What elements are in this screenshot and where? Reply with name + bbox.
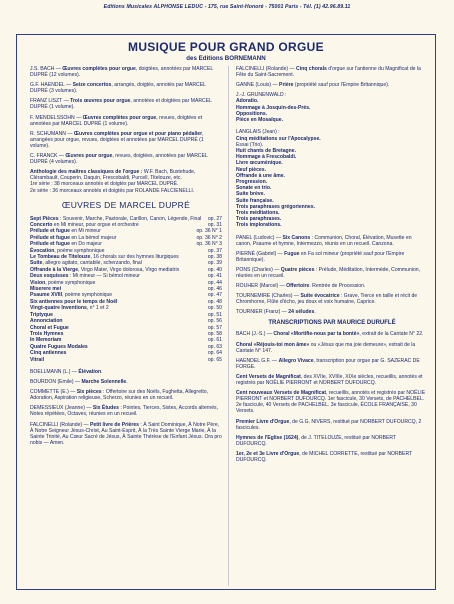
work-description: . (126, 379, 128, 386)
dupre-work-title: Vitrail (30, 356, 45, 363)
dupre-work-title: Miserere mei (30, 286, 62, 293)
catalog-entry: BOELLMANN (L.) — Élévation. (30, 368, 103, 375)
catalog-entry: FALCINELLI (Rolande) — Petit livre de Prières : À Saint Dominique, À Notre Père, À Notre Seigneur Jésus-Christ, Au Saint-Esprit, À la Très Sainte Vierge Marie, À la Sainte Trinité, Au Cœur Sacré de Jésus, À Sainte Thérèse de l'Enfant Jésus. Ora pro nobis — Amen. (30, 421, 222, 446)
dupre-work-title: Triptyque (30, 311, 53, 318)
catalog-entry: HAENDEL G.F. — Allegro Vivace, transcription pour orgue par G. SAZERAC DE FORGE. (236, 357, 420, 370)
dupre-opus: op. 36 N° 2 (196, 234, 222, 241)
left-bottom-entries (30, 369, 222, 446)
work-title: 24 séludes (288, 309, 315, 316)
composer-name: J.S. BACH (30, 66, 55, 72)
work-description: : Pointes, Tierces, Sixtes, Accords alternés, Notes répétées, Octaves, réunies en un recueil. (30, 405, 218, 418)
dupre-work-desc: : Mi mineur — Si bémol mineur (68, 273, 140, 280)
work-title: Élévation (78, 368, 102, 375)
catalog-entry: ROUHER (Marcel) — Offertoire. Rentrée de Procession. (236, 283, 366, 290)
composer-name: G.F. HAENDEL (30, 82, 65, 89)
work-description: : Grave, Tierce en taille et récit de Chromhorne, Flûte d'écho, jeu doux et voix humaine, Caprice. (236, 293, 418, 306)
dupre-work-desc: , 16 chorals sur des hymnes liturgiques (90, 254, 179, 261)
anthology-desc: W.F. Bach, Buxtehude, Clérambault, Couperin, Daquin, Frescobaldi, Purcell, Titelouze, etc. (30, 169, 196, 182)
catalog-entry: COMMETTE (E.) — Six pièces : Offertoire sur des Noëls, Fughetta, Allegretto, Adoration, Aspiration religieuse, Scherzo, réunies en un recueil. (30, 389, 208, 402)
langlais-works (236, 136, 428, 229)
work-description: , extrait de la Cantate N° 22. (359, 331, 424, 338)
composer-name: BACH (J.-S.) (236, 331, 266, 338)
catalog-entry (236, 419, 428, 431)
langlais-work: Hommage à Frescobaldi. (236, 154, 297, 161)
work-description: : Prélude, Méditation, Intermède, Communion, réunies en un recueil. (236, 266, 421, 280)
dupre-work-title: Prélude et fugue (30, 234, 70, 241)
work-title: Choral «Réjouis-toi mon âme» (236, 341, 310, 348)
work-title: Premier Livre d'Orgue (236, 418, 290, 425)
catalog-entry (236, 390, 428, 414)
dupre-work-title: Suite (30, 260, 43, 267)
work-title: Hymnes de l'Eglise (1624) (236, 434, 299, 441)
work-description: , arrangées pour orgue, revues, doigtées et annotées par MARCEL DUPRÉ (1 volume). (30, 130, 204, 149)
dupre-work-title: Prélude et fugue (30, 228, 70, 235)
dupre-heading: ŒUVRES DE MARCEL DUPRÉ (61, 199, 191, 210)
dupre-opus: op. 63 (207, 343, 222, 350)
dupre-opus: op. 50 (207, 305, 222, 312)
dupre-works-list (30, 216, 222, 363)
dupre-work-desc: , Virgo Mater, Virgo dolorosa, Virgo mediatrix (78, 266, 180, 273)
dupre-opus: op. 36 N° 3 (196, 241, 222, 248)
dupre-opus: op. 27 (207, 215, 222, 222)
composer-name: FALCINELLI (Rolande) (30, 421, 83, 428)
gruenwald-work: Hommage à Josquin-des-Prés. (236, 104, 311, 111)
dupre-opus: op. 37 (207, 247, 222, 254)
work-description: (propriété sauf pour l'Empire Britannique). (293, 82, 390, 89)
work-description: . Rentrée de Procession. (309, 283, 366, 290)
work-description: : À Saint Dominique, À Notre Père, À Notre Seigneur Jésus-Christ, Au Saint-Esprit, À la Très Sainte Vierge Marie, À la Sainte Trinité, Au Cœur Sacré de Jésus, À Sainte Thérèse de l'Enfant Jésus. Ora pro nobis — Amen. (30, 421, 222, 446)
left-entries (30, 66, 222, 165)
work-title: Choral «Mortifie-nous par ta bonté» (273, 331, 360, 338)
dupre-work-desc: en Mi mineur, pour orgue et orchestre (52, 222, 139, 228)
dupre-work-title: Vingt-quatre Inventions (30, 305, 87, 312)
dupre-opus: op. 61 (207, 337, 222, 344)
gruenwald-composer: J.-J. GRUNENWALD : (236, 92, 287, 99)
langlais-work: Suite brève. (236, 191, 265, 198)
column-divider (228, 66, 229, 586)
work-title: Marche Solennelle (81, 379, 127, 386)
langlais-work: Cinq méditations sur l'Apocalypse. (236, 135, 321, 142)
dupre-opus: op. 40 (207, 266, 222, 273)
work-title: Fugue (284, 250, 300, 257)
transcription-entries (236, 331, 428, 463)
catalog-entry: G.F. HAENDEL — Seize concertos, arrangés, doigtés, annotés par MARCEL DUPRÉ (3 volumes). (30, 82, 206, 95)
composer-name: R. SCHUMANN (30, 130, 66, 137)
dupre-work-title: Vision (30, 279, 46, 286)
catalog-entry: TOURNEMIRE (Charles) — Suite évocatrice : Grave, Tierce en taille et récit de Chromhorne, Flûte d'écho, jeu doux et voix humaine, Caprice. (236, 293, 418, 306)
composer-name: BOELLMANN (L.) (30, 368, 71, 375)
right-entries (236, 66, 428, 88)
langlais-work: Sonate en trio. (236, 185, 272, 192)
dupre-work-desc: , poème symphonique (62, 292, 113, 299)
langlais-composer: LANGLAIS (Jean) : (236, 129, 280, 136)
composer-name: C. FRANCK (30, 153, 58, 160)
work-description: , de MICHEL CORRETTE, restitué par NORBERT DUFOURCQ. (236, 450, 413, 463)
dupre-work-title: Sept Pièces (30, 215, 59, 222)
work-description: , annotées et doigtées par MARCEL DUPRÉ (1 volume). (30, 98, 212, 111)
work-description: ou «Jésus que ma joie demeure», extrait de la Cantate N° 147. (236, 341, 416, 354)
dupre-work-title: Deux esquisses (30, 273, 69, 280)
work-title: Seize concertos (72, 82, 112, 89)
dupre-opus: op. 56 (207, 318, 222, 325)
catalog-entry (236, 342, 428, 354)
dupre-work-title: Cinq antiennes (30, 350, 67, 357)
gruenwald-work: Pièce en Mosaïque. (236, 117, 283, 124)
dupre-work-title: Offrande à la Vierge (30, 266, 79, 273)
langlais-work: Essai (Trio). (236, 141, 264, 148)
catalog-entry: C. FRANCK — Œuvres pour orgue, revues, doigtées, annotées par MARCEL DUPRÉ (4 volumes). (30, 153, 208, 166)
dupre-work-title: In Memoriam (30, 337, 62, 344)
composer-name: FRANZ LISZT (30, 98, 63, 105)
dupre-work-desc: en La bémol majeur (69, 234, 117, 241)
catalog-entry (236, 374, 428, 386)
composer-name: PANEL (Ludovic) (236, 234, 275, 241)
anthology-title: Anthologie des maîtres classiques de l'orgue : (30, 169, 143, 176)
dupre-opus: op. 64 (207, 350, 222, 357)
langlais-work: Trois implorations. (236, 222, 282, 229)
work-description: en Fa sol mineur (propriété sauf pour l'Empire Britannique). (236, 250, 405, 263)
langlais-work: Neuf pièces. (236, 166, 267, 173)
work-description: . (314, 309, 316, 316)
work-title: Six pièces (76, 389, 102, 396)
composer-name: BOURDON (Emile) (30, 379, 74, 386)
work-description: , revues, doigtées, annotées par MARCEL DUPRÉ (4 volumes). (30, 153, 208, 166)
catalog-entry: PONS (Charles) — Quatre pièces : Prélude, Méditation, Intermède, Communion, réunies en un recueil. (236, 266, 421, 280)
catalog-entry: R. SCHUMANN — Œuvres complètes pour orgue et pour piano pédalier, arrangées pour orgue, revues, doigtées et annotées par MARCEL DUPRÉ (1 volume). (30, 130, 204, 149)
gruenwald-entry (236, 92, 428, 123)
dupre-work-desc: en Mi mineur (69, 228, 101, 235)
work-title: Œuvres pour orgue (65, 153, 113, 160)
langlais-work: Progression. (236, 178, 268, 185)
work-title: Six Canons (282, 234, 311, 241)
catalog-entry: J.S. BACH — Œuvres complètes pour orgue, doigtées, annotées par MARCEL DUPRÉ (12 volumes). (30, 66, 213, 79)
dupre-work-title: Trois Hymnes (30, 330, 64, 337)
dupre-opus: op. 39 (207, 260, 222, 267)
work-description: , doigtées, annotées par MARCEL DUPRÉ (12 volumes). (30, 66, 213, 79)
dupre-opus: op. 65 (207, 356, 222, 363)
dupre-work-desc: , poème symphonique (54, 247, 105, 254)
catalog-entry: TOURNIER (Franz) — 24 séludes. (236, 309, 316, 316)
dupre-opus: op. 38 (207, 254, 222, 261)
catalog-entry: FRANZ LISZT — Trois œuvres pour orgue, annotées et doigtées par MARCEL DUPRÉ (1 volume). (30, 98, 212, 111)
langlais-work: Trois paraphrases. (236, 216, 282, 223)
dupre-work-title: Annonciation (30, 318, 63, 325)
langlais-entry (236, 129, 428, 228)
catalog-entry: F. MENDELSSOHN — Œuvres complètes pour orgue, revues, doigtées et annotées par MARCEL DUPRÉ (1 volume). (30, 114, 203, 127)
dupre-work-desc: en Do majeur (69, 241, 102, 248)
work-description: , transcription pour orgue par G. SAZERAC DE FORGE. (236, 357, 420, 370)
composer-name: HAENDEL G.F. (236, 357, 271, 364)
gruenwald-work: Adoratio. (236, 98, 259, 105)
langlais-work: Huit chants de Bretagne. (236, 147, 297, 154)
dupre-work-title: Choral et Fugue (30, 324, 69, 331)
dupre-opus: op. 51 (207, 311, 222, 318)
work-title: Quatre pièces (280, 266, 315, 273)
dupre-opus: op. 31 (207, 222, 222, 228)
work-description: : Communion, Choral, Élévation, Musette en canon, Psaume et hymne, Intermezzo, réunis en un recueil. Canzona. (236, 234, 412, 247)
catalog-entry: DEMESSIEUX (Jeanne) — Six Études : Pointes, Tierces, Sixtes, Accords alternés, Notes répétées, Octaves, réunies en un recueil. (30, 405, 218, 418)
transcriptions-heading: TRANSCRIPTIONS PAR MAURICE DURUFLÉ (268, 320, 396, 327)
composer-name: TOURNEMIRE (Charles) (236, 293, 293, 300)
work-description: . (101, 368, 103, 375)
langlais-work: Livre œcuménique. (236, 160, 283, 167)
catalog-entry: BOURDON (Emile) — Marche Solennelle. (30, 379, 128, 386)
work-description: , arrangés, doigtés, annotés par MARCEL DUPRÉ (3 volumes). (30, 82, 206, 95)
work-title: Cent nouveaux Versets de Magnificat (236, 390, 327, 397)
composer-name: GANNE (Louis) (236, 82, 272, 89)
dupre-work-title: Quatre Fugues Modales (30, 343, 88, 350)
catalog-entry: GANNE (Louis) — Prière (propriété sauf pour l'Empire Britannique). (236, 82, 390, 89)
page-title: MUSIQUE POUR GRAND ORGUE (128, 40, 324, 54)
work-title: Trois œuvres pour orgue (70, 98, 131, 105)
catalog-entry: PANEL (Ludovic) — Six Canons : Communion, Choral, Élévation, Musette en canon, Psaume et hymne, Intermezzo, réunis en un recueil. Canzona. (236, 234, 412, 247)
gruenwald-works (236, 98, 428, 123)
catalog-entry: FALCINELLI (Rolande) — Cinq chorals d'orgue sur l'antienne du Magnificat de la Fête du Saint-Sacrement. (236, 66, 421, 79)
composer-name: ROUHER (Marcel) (236, 283, 279, 290)
composer-name: PONS (Charles) (236, 266, 273, 273)
langlais-work: Trois paraphrases grégoriennes. (236, 203, 315, 210)
langlais-work: Suite française. (236, 197, 274, 204)
langlais-work: Trois méditations. (236, 209, 280, 216)
page-subtitle: des Editions BORNEMANN (186, 55, 266, 62)
dupre-work-desc: , poème symphonique (45, 279, 96, 286)
work-title: Offertoire (286, 283, 310, 290)
work-title: Œuvres complètes pour orgue (62, 66, 136, 72)
work-title: Suite évocatrice (300, 293, 340, 300)
gruenwald-work: Oppositions. (236, 110, 268, 117)
work-title: Cinq chorals (296, 66, 327, 72)
composer-name: COMMETTE (E.) (30, 389, 69, 396)
work-description: , revues, doigtées et annotées par MARCEL DUPRÉ (1 volume). (30, 114, 203, 127)
dupre-work-text (30, 357, 44, 363)
dupre-work-title: Six antiennes pour le temps de Noël (30, 298, 118, 305)
anthology-entry (30, 169, 222, 193)
dupre-work-title: Concerto (30, 222, 53, 228)
work-title: 1er, 2e et 3e Livre d'Orgue (236, 450, 300, 457)
dupre-work-title: Prélude et fugue (30, 241, 70, 248)
composer-name: DEMESSIEUX (Jeanne) (30, 405, 85, 412)
right-column (236, 66, 428, 467)
work-title: Petit livre de Prières (90, 421, 140, 428)
dupre-work-title: Psaume XVIII (30, 292, 62, 299)
catalog-entry: PIERNÉ (Gabriel) — Fugue en Fa sol mineur (propriété sauf pour l'Empire Britannique). (236, 250, 405, 263)
dupre-opus: op. 41 (207, 273, 222, 280)
work-title: Allegro Vivace (278, 357, 314, 364)
work-title: Œuvres complètes pour orgue et pour piano pédalier (73, 130, 203, 137)
dupre-opus: op. 58 (207, 330, 222, 337)
left-column (30, 66, 222, 450)
work-description: d'orgue sur l'antienne du Magnificat de la Fête du Saint-Sacrement. (236, 66, 421, 79)
anthology-line-1: 1re série : 38 morceaux annotés et doigtés par MARCEL DUPRÉ. (30, 181, 179, 188)
work-title: Six Études (92, 405, 119, 412)
composer-name: TOURNIER (Franz) (236, 309, 281, 316)
work-description: , de J. TITELOUZE, restitué par NORBERT DUFOURCQ. (236, 434, 397, 447)
publisher-header: Editions Musicales ALPHONSE LEDUC - 175, rue Saint-Honoré - 75001 Paris - Tél. (1) 42.96.89.11 (103, 4, 351, 10)
work-description: , des XVIIe, XVIIIe, XIXe siècles, recueillis, annotés et registrés par NOËLIE PIERRONT et NORBERT DUFOURCQ. (236, 373, 423, 387)
dupre-opus: op. 57 (207, 324, 222, 331)
composer-name: F. MENDELSSOHN (30, 114, 75, 121)
catalog-entry: BACH (J.-S.) — Choral «Mortifie-nous par ta bonté», extrait de la Cantate N° 22. (236, 331, 424, 338)
work-description: : Offertoire sur des Noëls, Fughetta, Allegretto, Adoration, Aspiration religieuse, Scherzo, réunies en un recueil. (30, 389, 208, 402)
dupre-work-title: Évocation (30, 247, 55, 254)
catalog-entry (236, 451, 428, 463)
langlais-work: Offrande à une âme. (236, 172, 285, 179)
dupre-opus: op. 44 (207, 279, 222, 286)
work-title: Cent Versets de Magnificat (236, 373, 301, 380)
dupre-opus: op. 48 (207, 298, 222, 305)
composer-name: FALCINELLI (Rolande) (236, 66, 289, 72)
anthology-line-2: 2e série : 36 morceaux annotés et doigtés par ROLANDE FALCIENELLI. (30, 187, 195, 194)
composer-name: PIERNÉ (Gabriel) (236, 250, 277, 257)
catalog-entry (236, 435, 428, 447)
dupre-opus: op. 47 (207, 292, 222, 299)
work-title: Œuvres complètes pour orgue (82, 114, 157, 121)
dupre-work-desc: , allegro agitato, cantabile, scherzando, final (42, 260, 142, 267)
dupre-work-desc: : Souvenir, Marche, Pastorale, Carillon, Canon, Légende, Final (58, 215, 202, 222)
work-title: Prière (279, 82, 294, 89)
dupre-opus: op. 46 (207, 286, 222, 293)
dupre-opus: op. 36 N° 1 (196, 228, 222, 235)
work-description: , de G.G. NIVERS, restitué par NORBERT DUFOURCQ, 2 fascicules. (236, 418, 422, 431)
dupre-work-title: Le Tombeau de Titelouze (30, 254, 91, 261)
dupre-work-desc: , n° 1 et 2 (86, 305, 109, 312)
right-entries-2 (236, 235, 428, 316)
work-description: , recueillis, annotés et registrés par NOËLIE PIERRONT et NORBERT DUFOURCQ. 1er fascicule, 30 Versets, de PACHELBEL. 2e fascicule, 40 Versets de PACHELBEL. 3e fascicule, ÉCOLE FRANÇAISE, 30 Versets. (236, 390, 426, 415)
